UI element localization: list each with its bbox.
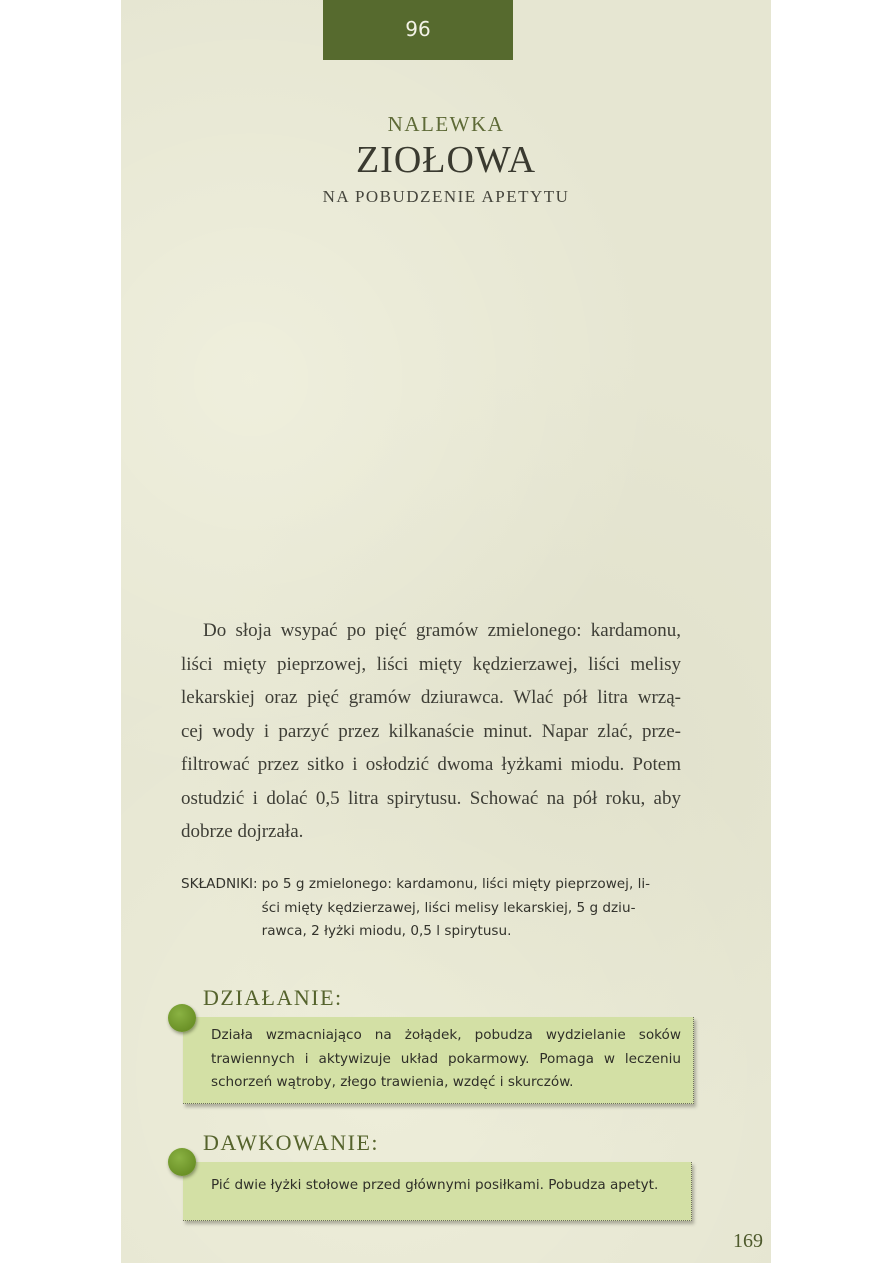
ingredients-line: rawca, 2 łyżki miodu, 0,5 l spirytusu.	[261, 923, 512, 939]
recipe-number: 96	[405, 17, 431, 41]
instructions-line: cej wody i parzyć przez kilkanaście minut. Napar zlać, prze-	[181, 720, 681, 742]
title-subtitle: NA POBUDZENIE APETYTU	[322, 187, 570, 206]
action-line: trawiennych i aktywizuje układ pokarmowy. Pomaga w leczeniu	[211, 1050, 681, 1067]
instructions-line: dobrze dojrzała.	[181, 821, 304, 842]
title-line-1: NALEWKA	[387, 112, 505, 136]
dosage-box	[183, 1162, 692, 1221]
instructions-line: Do słoja wsypać po pięć gramów zmielonego: kardamonu,	[203, 620, 681, 641]
instructions-line: liści mięty pieprzowej, liści mięty kędzierzawej, liści melisy	[181, 653, 681, 675]
ingredients-list	[262, 873, 693, 944]
action-bullet-icon	[168, 1004, 196, 1032]
action-line: Działa wzmacniająco na żołądek, pobudza wydzielanie soków	[211, 1027, 681, 1043]
ingredients-block	[181, 873, 693, 944]
dosage-line: Pić dwie łyżki stołowe przed głównymi posiłkami. Pobudza apetyt.	[211, 1177, 659, 1193]
ingredients-line: ści mięty kędzierzawej, liści melisy lekarskiej, 5 g dziu-	[261, 899, 636, 916]
title-main: ZIOŁOWA	[355, 139, 537, 181]
dosage-heading: DAWKOWANIE:	[203, 1130, 380, 1155]
action-box	[183, 1017, 694, 1104]
action-heading: DZIAŁANIE:	[203, 985, 343, 1010]
dosage-bullet-icon	[168, 1148, 196, 1176]
instructions-paragraph	[181, 614, 681, 849]
ingredients-label: SKŁADNIKI:	[181, 876, 258, 892]
instructions-line: ostudzić i dolać 0,5 litra spirytusu. Schować na pół roku, aby	[181, 787, 681, 809]
book-page	[121, 0, 771, 1263]
action-line: schorzeń wątroby, złego trawienia, wzdęć i skurczów.	[211, 1074, 574, 1090]
ingredients-line: po 5 g zmielonego: kardamonu, liści mięty pieprzowej, li-	[261, 876, 651, 892]
page-number: 169	[733, 1230, 763, 1252]
recipe-number-tab	[323, 0, 513, 60]
instructions-line: filtrować przez sitko i osłodzić dwoma łyżkami miodu. Potem	[181, 754, 681, 775]
instructions-line: lekarskiej oraz pięć gramów dziurawca. Wlać pół litra wrzą-	[181, 687, 681, 708]
